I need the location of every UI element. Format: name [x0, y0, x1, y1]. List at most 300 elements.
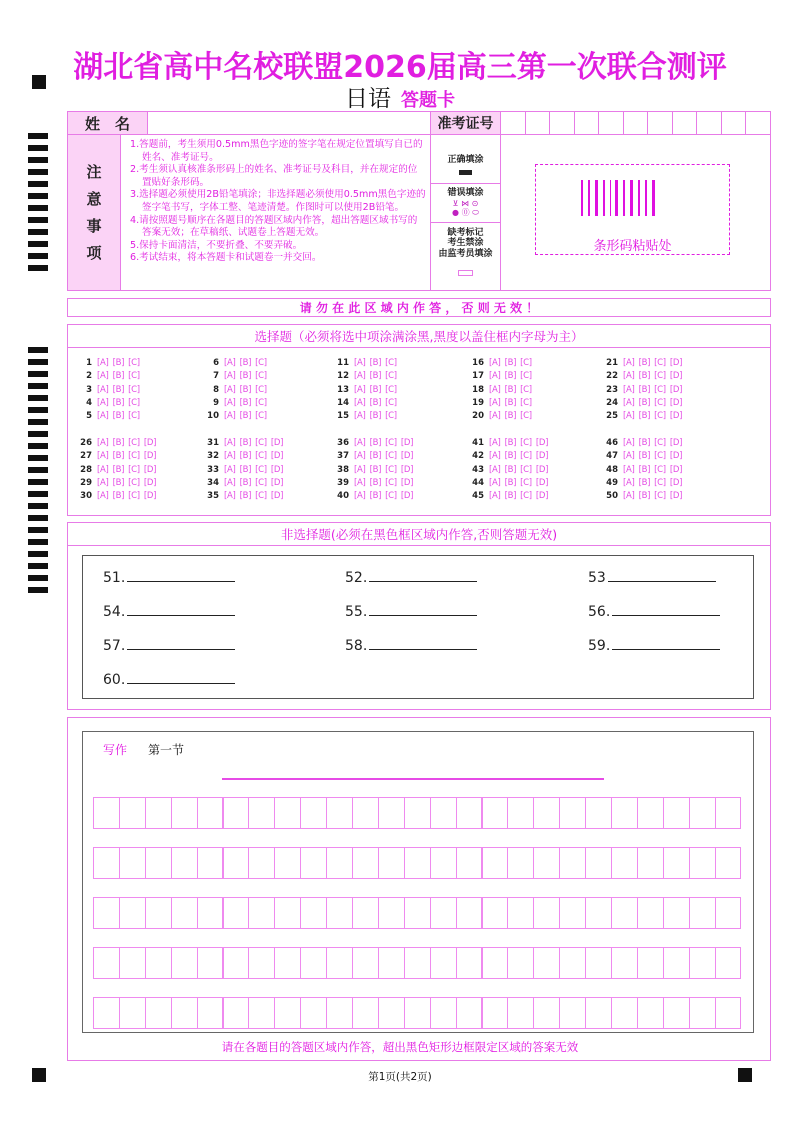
option-bubble[interactable]: [B]: [369, 397, 382, 408]
option-bubble[interactable]: [B]: [369, 464, 382, 475]
option-bubble[interactable]: [A]: [489, 397, 501, 408]
option-bubble[interactable]: [B]: [504, 438, 517, 448]
option-bubble[interactable]: [A]: [489, 384, 501, 395]
admission-digit-box[interactable]: [598, 111, 624, 135]
option-bubble[interactable]: [B]: [239, 384, 252, 395]
option-bubble[interactable]: [A]: [354, 358, 366, 368]
writing-cell[interactable]: [611, 997, 638, 1029]
option-bubble[interactable]: [B]: [504, 491, 517, 502]
option-bubble[interactable]: [C]: [255, 464, 267, 475]
option-bubble[interactable]: [A]: [623, 491, 635, 502]
option-bubble[interactable]: [D]: [270, 491, 284, 502]
option-bubble[interactable]: [B]: [504, 477, 517, 488]
option-bubble[interactable]: [C]: [255, 438, 267, 448]
answer-line[interactable]: [369, 581, 477, 582]
option-bubble[interactable]: [C]: [255, 384, 267, 395]
option-bubble[interactable]: [C]: [255, 477, 267, 488]
writing-cell[interactable]: [352, 897, 379, 929]
option-bubble[interactable]: [A]: [224, 371, 236, 382]
option-bubble[interactable]: [C]: [385, 464, 397, 475]
option-bubble[interactable]: [C]: [385, 477, 397, 488]
writing-cell[interactable]: [119, 897, 146, 929]
option-bubble[interactable]: [C]: [520, 371, 532, 382]
option-bubble[interactable]: [A]: [354, 397, 366, 408]
writing-cell[interactable]: [404, 947, 431, 979]
answer-line[interactable]: [608, 581, 716, 582]
option-bubble[interactable]: [B]: [112, 477, 125, 488]
option-bubble[interactable]: [D]: [270, 438, 284, 448]
writing-cell[interactable]: [585, 847, 612, 879]
option-bubble[interactable]: [B]: [369, 438, 382, 448]
option-bubble[interactable]: [C]: [654, 451, 666, 462]
writing-cell[interactable]: [171, 847, 198, 879]
admission-digit-box[interactable]: [549, 111, 575, 135]
answer-line[interactable]: [127, 683, 235, 684]
writing-cell[interactable]: [611, 847, 638, 879]
option-bubble[interactable]: [C]: [520, 411, 532, 422]
answer-line[interactable]: [127, 615, 235, 616]
writing-cell[interactable]: [559, 997, 586, 1029]
option-bubble[interactable]: [A]: [97, 451, 109, 462]
admission-digit-box[interactable]: [696, 111, 722, 135]
writing-cell[interactable]: [482, 897, 509, 929]
writing-cell[interactable]: [482, 997, 509, 1029]
option-bubble[interactable]: [C]: [385, 384, 397, 395]
writing-cell[interactable]: [223, 947, 250, 979]
option-bubble[interactable]: [A]: [623, 464, 635, 475]
option-bubble[interactable]: [B]: [369, 358, 382, 368]
writing-cell[interactable]: [119, 997, 146, 1029]
option-bubble[interactable]: [B]: [112, 358, 125, 368]
option-bubble[interactable]: [B]: [504, 397, 517, 408]
admission-digit-box[interactable]: [745, 111, 771, 135]
writing-cell[interactable]: [637, 947, 664, 979]
writing-cell[interactable]: [533, 997, 560, 1029]
title-line[interactable]: [222, 778, 604, 780]
option-bubble[interactable]: [B]: [369, 451, 382, 462]
writing-cell[interactable]: [611, 947, 638, 979]
option-bubble[interactable]: [D]: [270, 477, 284, 488]
option-bubble[interactable]: [D]: [535, 438, 549, 448]
writing-cell[interactable]: [326, 847, 353, 879]
option-bubble[interactable]: [D]: [400, 451, 414, 462]
writing-cell[interactable]: [559, 797, 586, 829]
option-bubble[interactable]: [B]: [239, 464, 252, 475]
writing-cell[interactable]: [533, 897, 560, 929]
option-bubble[interactable]: [C]: [654, 397, 666, 408]
option-bubble[interactable]: [B]: [638, 371, 651, 382]
option-bubble[interactable]: [C]: [255, 411, 267, 422]
option-bubble[interactable]: [C]: [128, 371, 140, 382]
option-bubble[interactable]: [C]: [520, 464, 532, 475]
writing-cell[interactable]: [248, 997, 275, 1029]
writing-cell[interactable]: [93, 947, 120, 979]
option-bubble[interactable]: [D]: [535, 477, 549, 488]
writing-cell[interactable]: [274, 997, 301, 1029]
writing-cell[interactable]: [326, 947, 353, 979]
writing-cell[interactable]: [533, 847, 560, 879]
option-bubble[interactable]: [D]: [270, 464, 284, 475]
writing-cell[interactable]: [326, 897, 353, 929]
option-bubble[interactable]: [A]: [354, 411, 366, 422]
option-bubble[interactable]: [B]: [638, 451, 651, 462]
writing-cell[interactable]: [715, 897, 742, 929]
option-bubble[interactable]: [A]: [623, 477, 635, 488]
writing-cell[interactable]: [430, 947, 457, 979]
writing-cell[interactable]: [248, 847, 275, 879]
option-bubble[interactable]: [D]: [669, 384, 683, 395]
option-bubble[interactable]: [C]: [128, 464, 140, 475]
writing-cell[interactable]: [533, 797, 560, 829]
option-bubble[interactable]: [C]: [654, 491, 666, 502]
writing-cell[interactable]: [197, 847, 224, 879]
writing-cell[interactable]: [559, 897, 586, 929]
option-bubble[interactable]: [B]: [112, 491, 125, 502]
option-bubble[interactable]: [A]: [97, 358, 109, 368]
writing-cell[interactable]: [689, 897, 716, 929]
option-bubble[interactable]: [C]: [255, 358, 267, 368]
option-bubble[interactable]: [B]: [369, 477, 382, 488]
option-bubble[interactable]: [C]: [128, 358, 140, 368]
option-bubble[interactable]: [A]: [97, 477, 109, 488]
option-bubble[interactable]: [A]: [97, 491, 109, 502]
option-bubble[interactable]: [D]: [669, 464, 683, 475]
option-bubble[interactable]: [A]: [224, 358, 236, 368]
writing-cell[interactable]: [171, 897, 198, 929]
option-bubble[interactable]: [C]: [128, 477, 140, 488]
option-bubble[interactable]: [A]: [224, 411, 236, 422]
writing-cell[interactable]: [145, 947, 172, 979]
option-bubble[interactable]: [D]: [270, 451, 284, 462]
option-bubble[interactable]: [B]: [369, 384, 382, 395]
writing-cell[interactable]: [326, 997, 353, 1029]
option-bubble[interactable]: [A]: [623, 384, 635, 395]
option-bubble[interactable]: [A]: [354, 491, 366, 502]
option-bubble[interactable]: [A]: [354, 464, 366, 475]
admission-digit-box[interactable]: [623, 111, 649, 135]
writing-cell[interactable]: [637, 997, 664, 1029]
option-bubble[interactable]: [A]: [489, 464, 501, 475]
option-bubble[interactable]: [A]: [97, 371, 109, 382]
option-bubble[interactable]: [D]: [669, 411, 683, 422]
option-bubble[interactable]: [D]: [143, 477, 157, 488]
option-bubble[interactable]: [A]: [354, 371, 366, 382]
option-bubble[interactable]: [B]: [239, 451, 252, 462]
writing-cell[interactable]: [637, 897, 664, 929]
option-bubble[interactable]: [D]: [143, 451, 157, 462]
writing-cell[interactable]: [378, 797, 405, 829]
writing-cell[interactable]: [197, 997, 224, 1029]
option-bubble[interactable]: [B]: [112, 411, 125, 422]
writing-cell[interactable]: [482, 947, 509, 979]
option-bubble[interactable]: [B]: [112, 438, 125, 448]
option-bubble[interactable]: [C]: [654, 411, 666, 422]
answer-line[interactable]: [369, 615, 477, 616]
writing-cell[interactable]: [482, 847, 509, 879]
option-bubble[interactable]: [D]: [669, 371, 683, 382]
option-bubble[interactable]: [D]: [669, 491, 683, 502]
writing-cell[interactable]: [533, 947, 560, 979]
writing-cell[interactable]: [611, 897, 638, 929]
option-bubble[interactable]: [D]: [400, 491, 414, 502]
option-bubble[interactable]: [A]: [623, 438, 635, 448]
option-bubble[interactable]: [C]: [385, 451, 397, 462]
writing-cell[interactable]: [93, 997, 120, 1029]
option-bubble[interactable]: [A]: [97, 438, 109, 448]
writing-cell[interactable]: [715, 797, 742, 829]
option-bubble[interactable]: [C]: [520, 384, 532, 395]
option-bubble[interactable]: [C]: [128, 451, 140, 462]
answer-line[interactable]: [369, 649, 477, 650]
option-bubble[interactable]: [B]: [239, 491, 252, 502]
option-bubble[interactable]: [D]: [400, 438, 414, 448]
option-bubble[interactable]: [D]: [669, 358, 683, 368]
option-bubble[interactable]: [B]: [638, 491, 651, 502]
writing-cell[interactable]: [482, 797, 509, 829]
option-bubble[interactable]: [A]: [224, 451, 236, 462]
writing-cell[interactable]: [637, 847, 664, 879]
writing-cell[interactable]: [715, 947, 742, 979]
writing-cell[interactable]: [637, 797, 664, 829]
option-bubble[interactable]: [B]: [369, 411, 382, 422]
option-bubble[interactable]: [C]: [654, 477, 666, 488]
option-bubble[interactable]: [C]: [255, 397, 267, 408]
writing-cell[interactable]: [145, 797, 172, 829]
option-bubble[interactable]: [A]: [224, 477, 236, 488]
option-bubble[interactable]: [A]: [97, 384, 109, 395]
option-bubble[interactable]: [A]: [354, 477, 366, 488]
writing-cell[interactable]: [663, 997, 690, 1029]
option-bubble[interactable]: [A]: [489, 358, 501, 368]
writing-cell[interactable]: [119, 947, 146, 979]
admission-digit-box[interactable]: [721, 111, 747, 135]
writing-cell[interactable]: [274, 947, 301, 979]
writing-cell[interactable]: [300, 897, 327, 929]
option-bubble[interactable]: [C]: [654, 464, 666, 475]
option-bubble[interactable]: [C]: [255, 371, 267, 382]
option-bubble[interactable]: [B]: [504, 358, 517, 368]
writing-cell[interactable]: [404, 897, 431, 929]
option-bubble[interactable]: [D]: [143, 491, 157, 502]
writing-cell[interactable]: [507, 947, 534, 979]
writing-cell[interactable]: [430, 797, 457, 829]
admission-digit-box[interactable]: [574, 111, 600, 135]
option-bubble[interactable]: [B]: [504, 411, 517, 422]
option-bubble[interactable]: [B]: [239, 358, 252, 368]
writing-cell[interactable]: [404, 847, 431, 879]
option-bubble[interactable]: [B]: [112, 371, 125, 382]
writing-cell[interactable]: [430, 997, 457, 1029]
admission-digit-box[interactable]: [672, 111, 698, 135]
option-bubble[interactable]: [C]: [385, 491, 397, 502]
option-bubble[interactable]: [A]: [354, 438, 366, 448]
writing-cell[interactable]: [248, 797, 275, 829]
answer-line[interactable]: [612, 615, 720, 616]
option-bubble[interactable]: [A]: [489, 371, 501, 382]
writing-cell[interactable]: [507, 797, 534, 829]
option-bubble[interactable]: [B]: [369, 491, 382, 502]
option-bubble[interactable]: [C]: [128, 438, 140, 448]
writing-cell[interactable]: [352, 797, 379, 829]
writing-cell[interactable]: [689, 847, 716, 879]
writing-cell[interactable]: [274, 897, 301, 929]
option-bubble[interactable]: [B]: [638, 397, 651, 408]
option-bubble[interactable]: [D]: [535, 451, 549, 462]
writing-cell[interactable]: [585, 797, 612, 829]
option-bubble[interactable]: [A]: [224, 438, 236, 448]
writing-cell[interactable]: [352, 997, 379, 1029]
name-field[interactable]: [147, 111, 431, 135]
writing-cell[interactable]: [430, 847, 457, 879]
option-bubble[interactable]: [A]: [97, 411, 109, 422]
writing-cell[interactable]: [93, 897, 120, 929]
answer-line[interactable]: [127, 649, 235, 650]
option-bubble[interactable]: [A]: [224, 464, 236, 475]
writing-cell[interactable]: [171, 797, 198, 829]
option-bubble[interactable]: [D]: [669, 477, 683, 488]
writing-cell[interactable]: [559, 947, 586, 979]
option-bubble[interactable]: [C]: [520, 397, 532, 408]
option-bubble[interactable]: [C]: [128, 397, 140, 408]
option-bubble[interactable]: [B]: [112, 384, 125, 395]
option-bubble[interactable]: [A]: [623, 451, 635, 462]
option-bubble[interactable]: [A]: [489, 491, 501, 502]
writing-cell[interactable]: [507, 997, 534, 1029]
option-bubble[interactable]: [C]: [385, 411, 397, 422]
writing-cell[interactable]: [378, 847, 405, 879]
writing-cell[interactable]: [663, 947, 690, 979]
option-bubble[interactable]: [C]: [520, 491, 532, 502]
option-bubble[interactable]: [B]: [239, 438, 252, 448]
option-bubble[interactable]: [D]: [535, 491, 549, 502]
writing-cell[interactable]: [507, 897, 534, 929]
writing-cell[interactable]: [145, 997, 172, 1029]
option-bubble[interactable]: [B]: [638, 384, 651, 395]
option-bubble[interactable]: [D]: [400, 464, 414, 475]
writing-cell[interactable]: [663, 797, 690, 829]
writing-cell[interactable]: [274, 797, 301, 829]
option-bubble[interactable]: [A]: [623, 397, 635, 408]
writing-cell[interactable]: [248, 947, 275, 979]
option-bubble[interactable]: [B]: [638, 438, 651, 448]
writing-cell[interactable]: [689, 797, 716, 829]
writing-cell[interactable]: [197, 897, 224, 929]
writing-cell[interactable]: [171, 947, 198, 979]
writing-cell[interactable]: [715, 847, 742, 879]
writing-cell[interactable]: [456, 847, 483, 879]
writing-cell[interactable]: [326, 797, 353, 829]
writing-cell[interactable]: [404, 797, 431, 829]
option-bubble[interactable]: [C]: [128, 384, 140, 395]
writing-cell[interactable]: [585, 897, 612, 929]
writing-cell[interactable]: [585, 947, 612, 979]
writing-cell[interactable]: [404, 997, 431, 1029]
writing-cell[interactable]: [197, 797, 224, 829]
option-bubble[interactable]: [C]: [385, 397, 397, 408]
option-bubble[interactable]: [A]: [623, 411, 635, 422]
option-bubble[interactable]: [B]: [638, 411, 651, 422]
option-bubble[interactable]: [A]: [224, 491, 236, 502]
writing-cell[interactable]: [93, 797, 120, 829]
option-bubble[interactable]: [C]: [520, 438, 532, 448]
admission-digit-box[interactable]: [500, 111, 526, 135]
answer-line[interactable]: [127, 581, 235, 582]
writing-cell[interactable]: [378, 997, 405, 1029]
option-bubble[interactable]: [D]: [669, 438, 683, 448]
admission-digit-box[interactable]: [647, 111, 673, 135]
option-bubble[interactable]: [C]: [654, 384, 666, 395]
option-bubble[interactable]: [C]: [128, 411, 140, 422]
option-bubble[interactable]: [D]: [143, 438, 157, 448]
writing-cell[interactable]: [663, 847, 690, 879]
option-bubble[interactable]: [C]: [520, 358, 532, 368]
option-bubble[interactable]: [C]: [385, 371, 397, 382]
option-bubble[interactable]: [B]: [369, 371, 382, 382]
option-bubble[interactable]: [C]: [520, 477, 532, 488]
option-bubble[interactable]: [C]: [255, 491, 267, 502]
writing-cell[interactable]: [456, 897, 483, 929]
writing-cell[interactable]: [689, 947, 716, 979]
writing-cell[interactable]: [248, 897, 275, 929]
writing-cell[interactable]: [663, 897, 690, 929]
option-bubble[interactable]: [C]: [654, 371, 666, 382]
option-bubble[interactable]: [B]: [239, 477, 252, 488]
option-bubble[interactable]: [A]: [354, 451, 366, 462]
option-bubble[interactable]: [A]: [97, 397, 109, 408]
option-bubble[interactable]: [C]: [385, 358, 397, 368]
writing-cell[interactable]: [300, 797, 327, 829]
option-bubble[interactable]: [D]: [143, 464, 157, 475]
option-bubble[interactable]: [B]: [638, 464, 651, 475]
option-bubble[interactable]: [A]: [97, 464, 109, 475]
option-bubble[interactable]: [A]: [489, 477, 501, 488]
writing-cell[interactable]: [456, 997, 483, 1029]
option-bubble[interactable]: [B]: [112, 397, 125, 408]
option-bubble[interactable]: [B]: [504, 451, 517, 462]
option-bubble[interactable]: [B]: [239, 411, 252, 422]
option-bubble[interactable]: [B]: [112, 464, 125, 475]
writing-cell[interactable]: [197, 947, 224, 979]
writing-cell[interactable]: [559, 847, 586, 879]
writing-cell[interactable]: [715, 997, 742, 1029]
writing-cell[interactable]: [456, 797, 483, 829]
writing-cell[interactable]: [119, 797, 146, 829]
writing-cell[interactable]: [93, 847, 120, 879]
option-bubble[interactable]: [D]: [400, 477, 414, 488]
option-bubble[interactable]: [C]: [520, 451, 532, 462]
writing-cell[interactable]: [689, 997, 716, 1029]
option-bubble[interactable]: [B]: [239, 397, 252, 408]
writing-cell[interactable]: [378, 947, 405, 979]
option-bubble[interactable]: [A]: [489, 438, 501, 448]
admission-digit-box[interactable]: [525, 111, 551, 135]
option-bubble[interactable]: [D]: [669, 451, 683, 462]
option-bubble[interactable]: [C]: [385, 438, 397, 448]
option-bubble[interactable]: [A]: [623, 358, 635, 368]
option-bubble[interactable]: [A]: [489, 411, 501, 422]
writing-cell[interactable]: [611, 797, 638, 829]
writing-cell[interactable]: [352, 847, 379, 879]
option-bubble[interactable]: [A]: [224, 397, 236, 408]
option-bubble[interactable]: [A]: [623, 371, 635, 382]
writing-cell[interactable]: [223, 897, 250, 929]
option-bubble[interactable]: [C]: [654, 438, 666, 448]
option-bubble[interactable]: [C]: [255, 451, 267, 462]
option-bubble[interactable]: [A]: [489, 451, 501, 462]
writing-cell[interactable]: [507, 847, 534, 879]
writing-cell[interactable]: [119, 847, 146, 879]
option-bubble[interactable]: [B]: [638, 477, 651, 488]
